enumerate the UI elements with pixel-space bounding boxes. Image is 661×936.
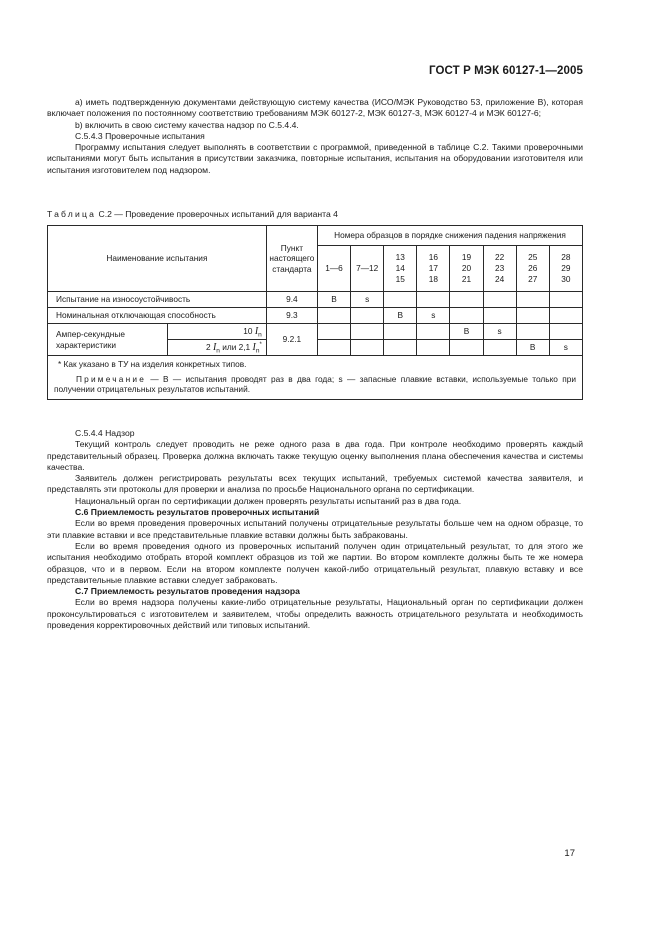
sample-cell xyxy=(450,340,483,356)
row-name: Испытание на износоустойчивость xyxy=(48,292,267,308)
ampere-sub2-idx: n xyxy=(216,347,220,355)
paragraph: Текущий контроль следует проводить не реже одного раза в два года. При контроле необходимо проверять каждый представительный образец. Проверка должна включать также текущую оценку выполнения плана обеспечения качества и системы качества. xyxy=(47,439,583,472)
table-row-breaking-capacity xyxy=(48,308,583,324)
sample-cell xyxy=(516,292,549,308)
sample-cell xyxy=(450,308,483,324)
section-heading-c543: С.5.4.3 Проверочные испытания xyxy=(75,130,205,141)
table-note-text: — B — испытания проводят раз в два года; s — запасные плавкие вставки, используемые только при получении отрицательных результатов испытаний. xyxy=(54,373,576,394)
table-caption-text: С.2 — Проведение проверочных испытаний для варианта 4 xyxy=(98,209,338,219)
table-note-label: Примечание xyxy=(76,373,147,384)
main-text-block xyxy=(47,428,583,631)
sample-group-header: 19 20 21 xyxy=(450,246,483,292)
ampere-name: Ампер-секундные характеристики xyxy=(48,324,168,356)
paragraph: Национальный орган по сертификации должен проверять результаты испытаний раз в два года. xyxy=(75,495,462,506)
ampere-sub2-star: * xyxy=(259,341,262,348)
paragraph-test-program: Программу испытания следует выполнять в соответствии с программой, приведенной в таблице С.2. Такими проверочными испытаниями могут быть испытания в присутствии заказчика, повторные испытания, испытания на оборудовании изготовителя или испытания изготовителем под надзором. xyxy=(47,142,583,175)
sample-group-header: 7—12 xyxy=(351,246,384,292)
sample-cell xyxy=(483,340,516,356)
ampere-sub1-idx: n xyxy=(258,331,262,339)
paragraph: Если во время проведения одного из проверочных испытаний получен один отрицательный результат, то для этого же испытания необходимо отобрать второй комплект образцов из той же партии. Во втором комплекте должны быть те же номера образцов, что и в первом. Если на втором комплекте получен какой-либо отрицательный результат, плавкую вставку и все представительные плавкие вставки следует забраковать. xyxy=(47,540,583,585)
ampere-sub1 xyxy=(168,324,266,340)
sample-cell: s xyxy=(549,340,582,356)
ampere-sub2-mid: или 2,1 xyxy=(219,341,253,352)
paragraph: Заявитель должен регистрировать результаты всех текущих испытаний, требуемых системой качества заявителя, и представлять эти протоколы для проверки и анализа по просьбе Национального органа по сертификации. xyxy=(47,473,583,495)
sample-cell xyxy=(450,292,483,308)
sample-group-header: 22 23 24 xyxy=(483,246,516,292)
sample-cell xyxy=(483,292,516,308)
sample-cell xyxy=(549,308,582,324)
document-header: ГОСТ Р МЭК 60127-1—2005 xyxy=(429,65,583,77)
sample-cell xyxy=(351,324,384,340)
header-clause: Пункт настоящего стандарта xyxy=(266,226,317,292)
sample-cell xyxy=(351,340,384,356)
paragraph: Если во время надзора получены какие-либо отрицательные результаты, Национальный орган по сертификации должен проконсультироваться с изготовителем и заявителем, чтобы определить важность отрицательного результата и необходимость проведения корректировочных действий или типовых испытаний. xyxy=(47,597,583,631)
sample-cell: B xyxy=(516,340,549,356)
sample-group-header: 28 29 30 xyxy=(549,246,582,292)
paragraph: С.5.4.4 Надзор xyxy=(75,428,135,438)
ampere-sub2-num: 2 xyxy=(206,341,211,352)
table-footnote: * Как указано в ТУ на изделия конкретных типов. xyxy=(58,359,247,369)
sample-cell: B xyxy=(317,292,350,308)
table-row-wear xyxy=(48,292,583,308)
sample-group-header: 13 14 15 xyxy=(384,246,417,292)
sample-group-header: 1—6 xyxy=(317,246,350,292)
ampere-sub1-num: 10 xyxy=(243,325,253,336)
ampere-sub2-idx2: n xyxy=(255,347,260,355)
table-note xyxy=(54,374,576,395)
sample-cell xyxy=(384,340,417,356)
sample-cell xyxy=(549,324,582,340)
row-clause: 9.3 xyxy=(266,308,317,324)
sample-cell xyxy=(549,292,582,308)
sample-group-header: 16 17 18 xyxy=(417,246,450,292)
paragraph-b: b) включить в свою систему качества надзор по С.5.4.4. xyxy=(75,119,299,130)
sample-cell xyxy=(351,308,384,324)
paragraph: Если во время проведения проверочных испытаний получены отрицательные результаты больше чем на одном образце, то эти плавкие вставки и все представительные плавкие вставки должны быть забракованы. xyxy=(47,518,583,540)
sample-cell xyxy=(317,308,350,324)
ampere-sub2-sym: I xyxy=(212,341,217,353)
ampere-sub1-sym: I xyxy=(254,325,259,337)
row-clause: 9.4 xyxy=(266,292,317,308)
paragraph-a: а) иметь подтвержденную документами действующую систему качества (ИСО/МЭК Руководство 53, приложение В), которая включает положения по постоянному соответствию требованиям МЭК 60127-2, МЭК 60127-3, МЭК 60127-4 и МЭК 60127-6; xyxy=(47,97,583,119)
sample-cell xyxy=(417,324,450,340)
sample-cell xyxy=(483,308,516,324)
sample-cell xyxy=(516,324,549,340)
ampere-sub2 xyxy=(168,340,266,356)
sample-cell xyxy=(417,292,450,308)
table-caption xyxy=(47,209,587,220)
ampere-clause: 9.2.1 xyxy=(266,324,317,356)
table-row-ampere-1 xyxy=(48,324,583,340)
test-table xyxy=(47,225,583,400)
table-notes xyxy=(48,356,583,400)
sample-cell: s xyxy=(483,324,516,340)
sample-cell xyxy=(384,324,417,340)
sample-cell xyxy=(516,308,549,324)
sample-cell xyxy=(417,340,450,356)
row-name: Номинальная отключающая способность xyxy=(48,308,267,324)
section-heading: С.6 Приемлемость результатов проверочных испытаний xyxy=(75,507,320,518)
sample-cell xyxy=(317,340,350,356)
test-table-wrapper xyxy=(47,225,583,400)
sample-cell xyxy=(384,292,417,308)
table-caption-label: Таблица xyxy=(47,209,97,219)
sample-cell: B xyxy=(450,324,483,340)
sample-cell: B xyxy=(384,308,417,324)
header-samples: Номера образцов в порядке снижения падения напряжения xyxy=(317,226,582,246)
header-test-name: Наименование испытания xyxy=(48,226,267,292)
page-number: 17 xyxy=(564,848,575,859)
sample-group-header: 25 26 27 xyxy=(516,246,549,292)
sample-cell: s xyxy=(417,308,450,324)
ampere-sub2-sym2: I xyxy=(252,341,256,353)
sample-cell xyxy=(317,324,350,340)
intro-text-block xyxy=(47,97,583,176)
section-heading: С.7 Приемлемость результатов проведения надзора xyxy=(75,586,300,597)
sample-cell: s xyxy=(351,292,384,308)
